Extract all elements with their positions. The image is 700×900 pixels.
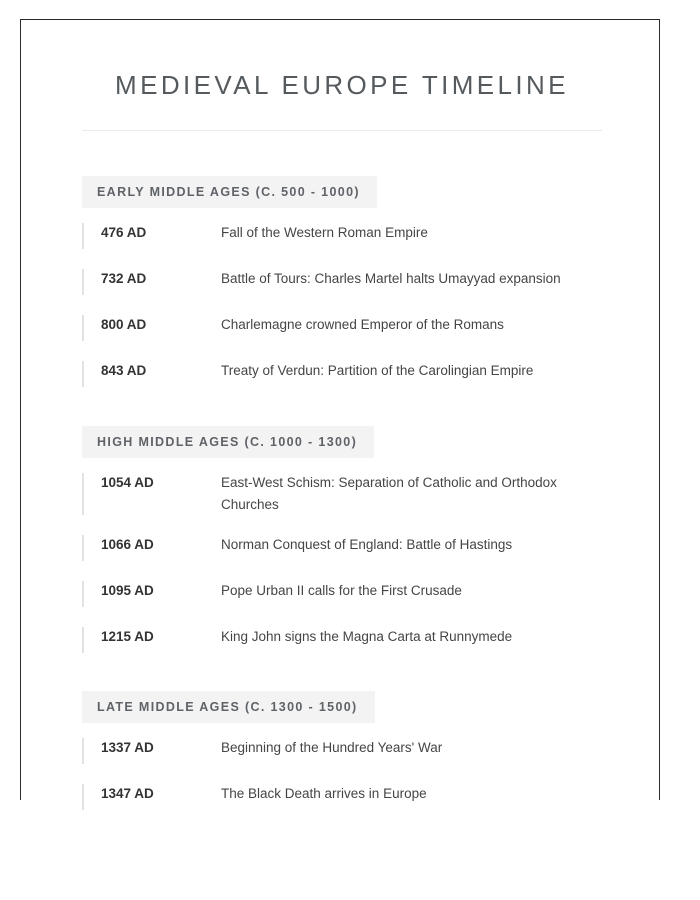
entry-event: Fall of the Western Roman Empire (221, 225, 428, 240)
section-header-high-middle-ages: HIGH MIDDLE AGES (C. 1000 - 1300) (82, 426, 374, 458)
timeline-section (82, 654, 602, 811)
timeline-entry (82, 222, 602, 250)
entry-year: 843 AD (101, 363, 147, 378)
timeline-entry (82, 580, 602, 608)
timeline-entry-list (82, 472, 602, 654)
entry-accent-bar (82, 473, 84, 515)
entry-event: King John signs the Magna Carta at Runnymede (221, 629, 513, 644)
timeline-entry-list (82, 737, 602, 811)
entry-event: Norman Conquest of England: Battle of Hastings (221, 537, 513, 552)
section-header-early-middle-ages: EARLY MIDDLE AGES (C. 500 - 1000) (82, 176, 377, 208)
document-page (20, 19, 660, 800)
entry-year: 1095 AD (101, 583, 154, 598)
entry-event: East-West Schism: Separation of Catholic and Orthodox Churches (221, 475, 557, 512)
entry-accent-bar (82, 361, 84, 387)
entry-event: The Black Death arrives in Europe (221, 786, 427, 801)
timeline-entry (82, 534, 602, 562)
entry-accent-bar (82, 223, 84, 249)
entry-accent-bar (82, 738, 84, 764)
entry-event: Treaty of Verdun: Partition of the Carolingian Empire (221, 363, 534, 378)
entry-year: 1347 AD (101, 786, 154, 801)
entry-year: 1215 AD (101, 629, 154, 644)
entry-year: 732 AD (101, 271, 147, 286)
timeline-entry (82, 472, 602, 516)
timeline-entry (82, 268, 602, 296)
timeline-entry-list (82, 222, 602, 388)
timeline-entry (82, 737, 602, 765)
entry-accent-bar (82, 581, 84, 607)
entry-event: Charlemagne crowned Emperor of the Romans (221, 317, 504, 332)
entry-year: 476 AD (101, 225, 147, 240)
entry-accent-bar (82, 315, 84, 341)
timeline-section (82, 131, 602, 388)
entry-year: 1054 AD (101, 475, 154, 490)
entry-year: 1337 AD (101, 740, 154, 755)
timeline-entry (82, 783, 602, 811)
entry-year: 1066 AD (101, 537, 154, 552)
entry-accent-bar (82, 627, 84, 653)
document-content (82, 70, 602, 811)
entry-accent-bar (82, 535, 84, 561)
entry-year: 800 AD (101, 317, 147, 332)
timeline-entry (82, 360, 602, 388)
entry-event: Battle of Tours: Charles Martel halts Umayyad expansion (221, 271, 561, 286)
timeline-entry (82, 314, 602, 342)
entry-accent-bar (82, 269, 84, 295)
entry-accent-bar (82, 784, 84, 810)
timeline-entry (82, 626, 602, 654)
entry-event: Pope Urban II calls for the First Crusade (221, 583, 462, 598)
section-header-late-middle-ages: LATE MIDDLE AGES (C. 1300 - 1500) (82, 691, 375, 723)
entry-event: Beginning of the Hundred Years' War (221, 740, 443, 755)
page-title: MEDIEVAL EUROPE TIMELINE (115, 70, 569, 100)
timeline-section (82, 388, 602, 654)
